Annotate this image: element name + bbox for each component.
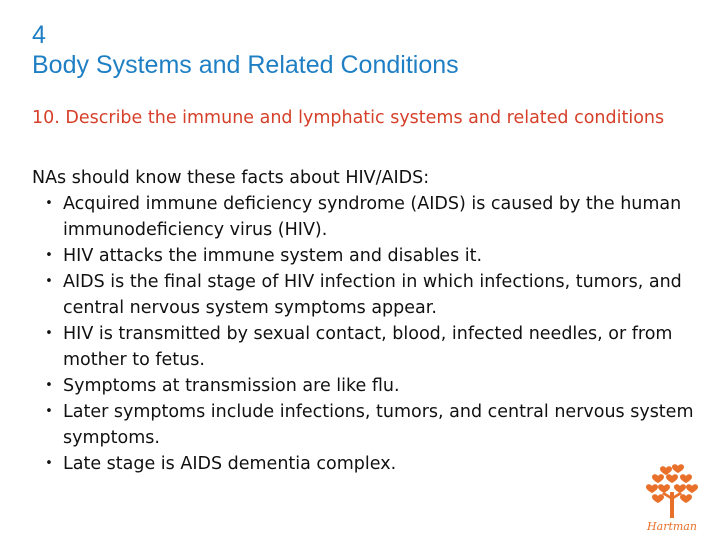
chapter-title: Body Systems and Related Conditions (32, 51, 459, 79)
bullet-icon: • (45, 404, 53, 419)
bullet-item (32, 373, 702, 399)
bullet-list (32, 191, 702, 477)
bullet-text: Later symptoms include infections, tumors, and central nervous system symptoms. (63, 402, 694, 448)
hartman-logo (636, 456, 716, 536)
slide-subtitle: 10. Describe the immune and lymphatic systems and related conditions (32, 108, 665, 128)
bullet-text: HIV is transmitted by sexual contact, blood, infected needles, or from mother to fetus. (63, 324, 673, 370)
bullet-item (32, 451, 702, 477)
bullet-icon: • (45, 326, 53, 341)
bullet-text: HIV attacks the immune system and disables it. (63, 246, 483, 266)
bullet-icon: • (45, 248, 53, 263)
bullet-item (32, 269, 702, 321)
bullet-text: Symptoms at transmission are like flu. (63, 376, 400, 396)
bullet-icon: • (45, 456, 53, 471)
intro-text: NAs should know these facts about HIV/AIDS: (32, 168, 430, 188)
bullet-icon: • (45, 378, 53, 393)
bullet-text: Acquired immune deficiency syndrome (AIDS) is caused by the human immunodeficiency virus (HIV). (63, 194, 682, 240)
bullet-item (32, 321, 702, 373)
bullet-icon: • (45, 274, 53, 289)
bullet-text: Late stage is AIDS dementia complex. (63, 454, 397, 474)
chapter-number: 4 (32, 21, 46, 49)
slide-body (32, 165, 702, 477)
bullet-text: AIDS is the final stage of HIV infection in which infections, tumors, and central nervous system symptoms appear. (63, 272, 682, 318)
bullet-icon: • (45, 196, 53, 211)
logo-wordmark: Hartman (647, 520, 697, 533)
bullet-item (32, 191, 702, 243)
chapter-header (32, 20, 692, 80)
heart-tree-icon (636, 456, 716, 536)
bullet-item (32, 243, 702, 269)
bullet-item (32, 399, 702, 451)
